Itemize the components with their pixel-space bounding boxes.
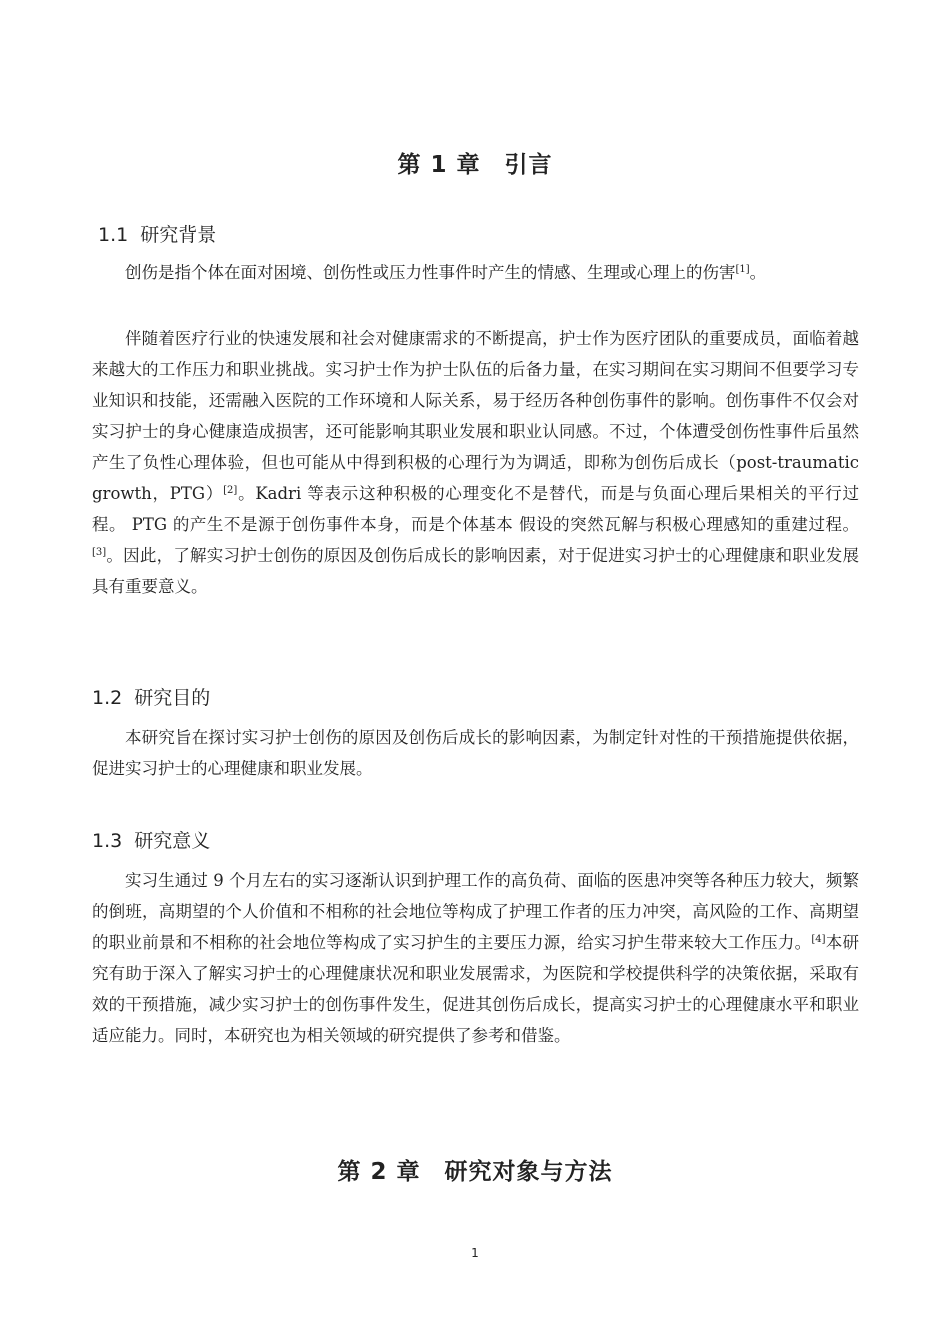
paragraph: [92, 865, 859, 1051]
chapter-2-title: 第 2 章 研究对象与方法: [337, 1159, 613, 1185]
paragraph-text: 实习生通过 9 个月左右的实习逐渐认识到护理工作的高负荷、面临的医患冲突等各种压力较大，频繁的倒班，高期望的个人价值和不相称的社会地位等构成了护理工作者的压力冲突，高风险的工作、高期望的职业前景和不相称的社会地位等构成了实习护生的主要压力源，给实习护生带来较大工作压力。: [92, 871, 859, 952]
citation-marker: [3]: [92, 547, 107, 558]
paragraph-text: 。: [749, 263, 767, 282]
chapter-1-title: 第 1 章 引言: [397, 152, 553, 178]
paragraph: [92, 257, 859, 288]
citation-marker: [2]: [223, 485, 238, 496]
paragraph-text: 伴随着医疗行业的快速发展和社会对健康需求的不断提高，护士作为医疗团队的重要成员，面临着越来越大的工作压力和职业挑战。实习护士作为护士队伍的后备力量，在实习期间在实习期间不但要学习专业知识和技能，还需融入医院的工作环境和人际关系，易于经历各种创伤事件的影响。创伤事件不仅会对实习护士的身心健康造成损害，还可能影响其职业发展和职业认同感。不过，个体遭受创伤性事件后虽然产生了负性心理体验，但也可能从中得到积极的心理行为为调适，即称为创伤后成长（post-traumatic growth，PTG）: [92, 329, 859, 503]
paragraph-text: 本研究有助于深入了解实习护士的心理健康状况和职业发展需求，为医院和学校提供科学的决策依据，采取有效的干预措施，减少实习护士的创伤事件发生，促进其创伤后成长，提高实习护士的心理健康水平和职业适应能力。同时，本研究也为相关领域的研究提供了参考和借鉴。: [92, 933, 860, 1045]
paragraph-text: 。因此，了解实习护士创伤的原因及创伤后成长的影响因素，对于促进实习护士的心理健康和职业发展具有重要意义。: [92, 546, 859, 596]
paragraph-text: 。Kadri 等表示这种积极的心理变化不是替代，而是与负面心理后果相关的平行过程。 PTG 的产生不是源于创伤事件本身，而是个体基本 假设的突然瓦解与积极心理感知的重建过程。: [92, 484, 859, 534]
paragraph-text: 本研究旨在探讨实习护士创伤的原因及创伤后成长的影响因素，为制定针对性的干预措施提供依据，促进实习护士的心理健康和职业发展。: [92, 728, 859, 778]
section-1-3-heading: 1.3 研究意义: [92, 830, 211, 852]
paragraph-text: 创伤是指个体在面对困境、创伤性或压力性事件时产生的情感、生理或心理上的伤害: [125, 263, 736, 282]
citation-marker: [4]: [811, 934, 826, 945]
citation-marker: [1]: [735, 264, 750, 275]
paragraph: [92, 323, 859, 602]
page-number: 1: [471, 1246, 479, 1260]
section-1-2-heading: 1.2 研究目的: [92, 687, 211, 709]
section-1-1-heading: 1.1 研究背景: [98, 224, 217, 246]
paragraph: [92, 722, 859, 784]
